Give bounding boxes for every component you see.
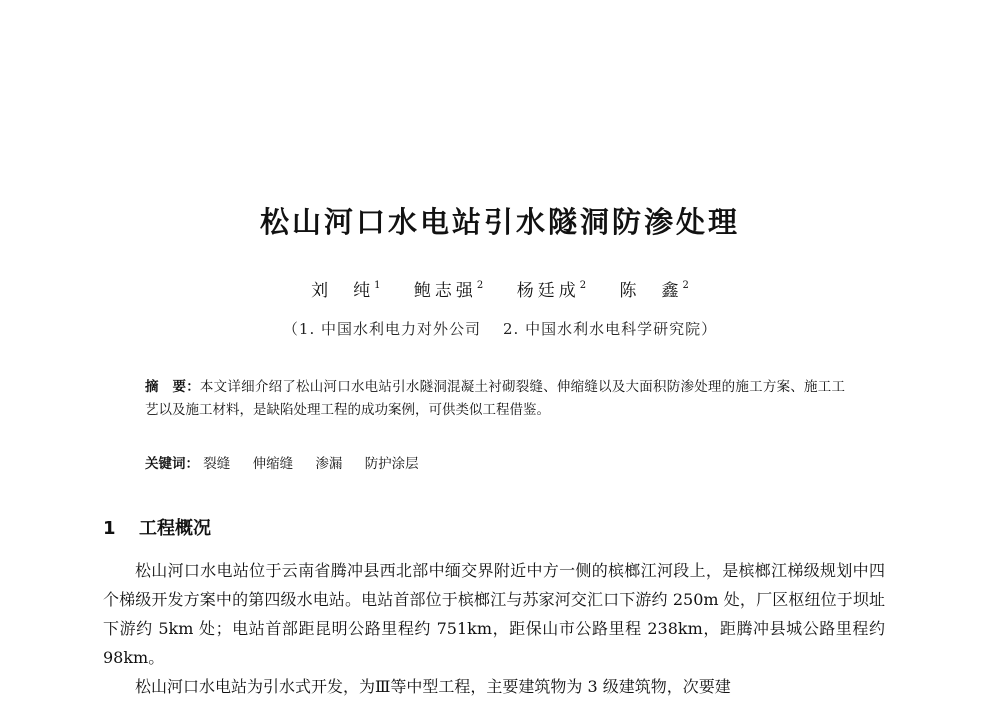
author-affiliation-mark: 2 — [682, 280, 689, 291]
affiliation-1: 1. 中国水利电力对外公司 — [298, 320, 481, 338]
author-name: 刘 纯 — [311, 281, 375, 301]
section-heading — [103, 514, 211, 540]
body-paragraph: 松山河口水电站位于云南省腾冲县西北部中缅交界附近中方一侧的槟榔江河段上，是槟榔江梯级规划中四个梯级开发方案中的第四级水电站。电站首部位于槟榔江与苏家河交汇口下游约 250m 处，厂区枢纽位于坝址下游约 5km 处；电站首部距昆明公路里程约 751km，距保山市公路里程 238km，距腾冲县城公路里程约 98km。 — [103, 561, 885, 667]
keyword-item: 裂缝 — [203, 456, 231, 472]
keywords-label: 关键词： — [145, 456, 199, 472]
affiliation-2: 2. 中国水利水电科学研究院 — [503, 320, 702, 338]
affiliation-close-paren: ） — [701, 320, 718, 338]
abstract — [145, 376, 845, 422]
author-affiliation-mark: 2 — [579, 280, 587, 291]
author-name: 陈 鑫 — [619, 281, 683, 301]
affiliations — [0, 318, 1000, 339]
author-2 — [414, 276, 483, 301]
author-affiliation-mark: 1 — [374, 280, 381, 291]
author-3 — [517, 276, 586, 301]
section-number: 1 — [103, 518, 116, 539]
keywords — [145, 453, 845, 476]
keyword-item: 渗漏 — [315, 456, 343, 472]
keyword-item: 防护涂层 — [364, 456, 419, 472]
author-name: 鲍志强 — [413, 281, 477, 301]
author-affiliation-mark: 2 — [476, 280, 484, 291]
abstract-text: 本文详细介绍了松山河口水电站引水隧洞混凝土衬砌裂缝、伸缩缝以及大面积防渗处理的施工方案、施工工艺以及施工材料，是缺陷处理工程的成功案例，可供类似工程借鉴。 — [145, 379, 846, 418]
section-body — [103, 556, 885, 701]
keyword-item: 伸缩缝 — [252, 456, 294, 472]
body-paragraph: 松山河口水电站为引水式开发，为Ⅲ等中型工程，主要建筑物为 3 级建筑物，次要建 — [135, 677, 731, 696]
abstract-label: 摘 要： — [145, 379, 200, 395]
affiliation-open-paren: （ — [282, 320, 299, 338]
author-name: 杨廷成 — [516, 281, 580, 301]
paper-title: 松山河口水电站引水隧洞防渗处理 — [259, 205, 740, 239]
author-list — [0, 276, 1000, 301]
author-1 — [311, 276, 380, 301]
author-4 — [619, 276, 688, 301]
section-title: 工程概况 — [139, 518, 211, 539]
